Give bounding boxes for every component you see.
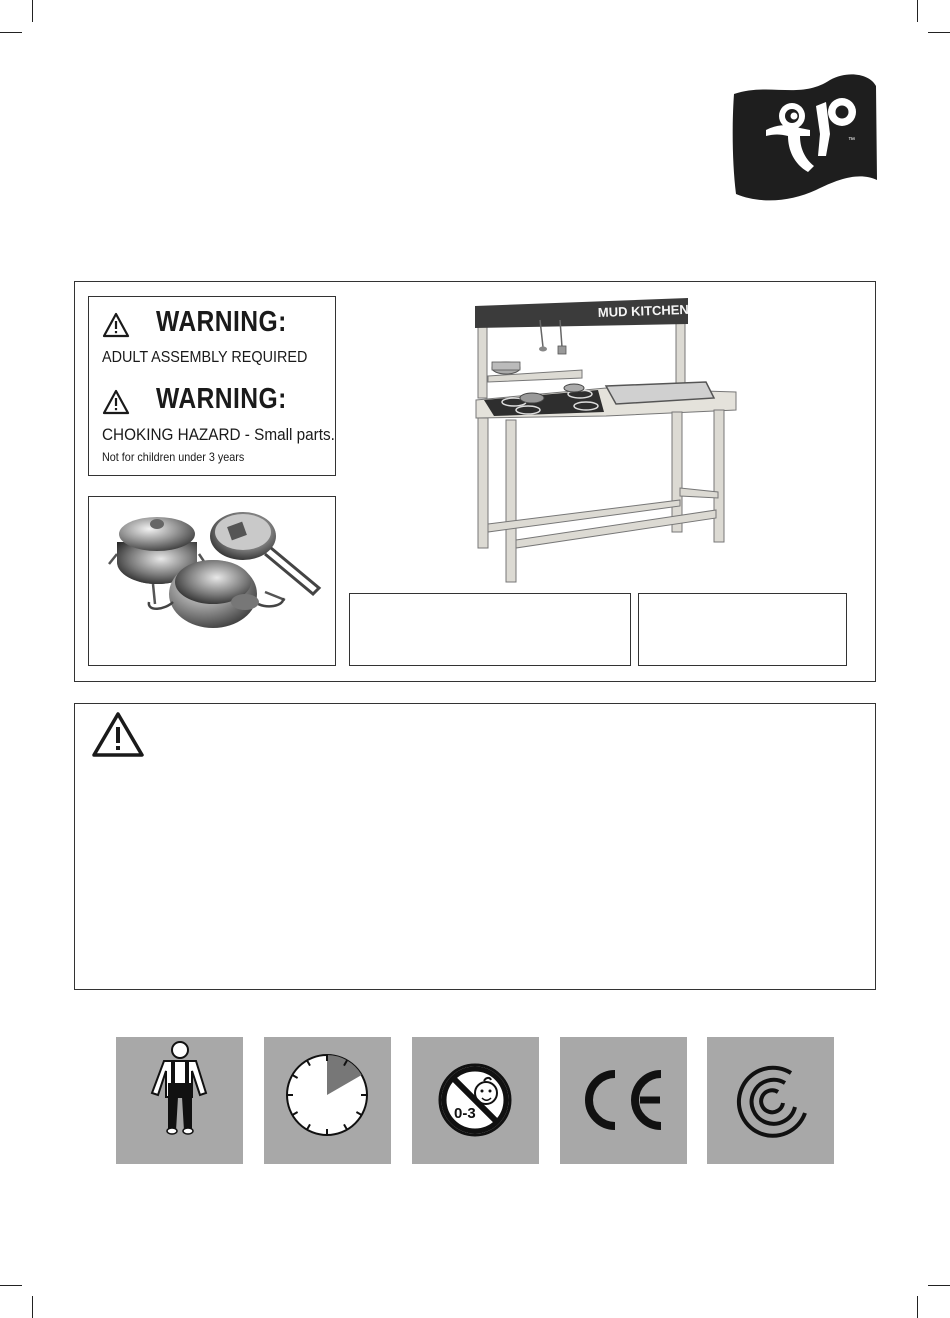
assembly-warning-text: ADULT ASSEMBLY REQUIRED — [102, 349, 308, 366]
mud-kitchen-image — [470, 292, 745, 584]
brand-logo — [730, 72, 880, 204]
not-for-0-3-icon — [412, 1037, 539, 1164]
warning-title: WARNING: — [156, 383, 287, 415]
choking-warning-text: CHOKING HAZARD - Small parts. — [102, 425, 335, 444]
recycle-icon — [707, 1037, 834, 1164]
safety-info-panel — [74, 703, 876, 990]
crop-mark — [0, 1285, 22, 1286]
age-label: 0-3 — [454, 1105, 476, 1122]
adult-assembly-icon — [116, 1037, 243, 1164]
ce-mark-icon — [560, 1037, 687, 1164]
assembly-time-icon — [264, 1037, 391, 1164]
crop-mark — [32, 0, 33, 22]
crop-mark — [928, 1285, 950, 1286]
label-box — [349, 593, 631, 666]
choking-warning-subtext: Not for children under 3 years — [102, 450, 245, 464]
crop-mark — [917, 0, 918, 22]
sign-text: MUD KITCHEN — [597, 301, 690, 320]
trademark-symbol: ™ — [848, 137, 855, 144]
warning-triangle-icon — [102, 389, 130, 420]
label-box — [638, 593, 847, 666]
cookware-image — [95, 502, 331, 658]
crop-mark — [928, 32, 950, 33]
crop-mark — [917, 1296, 918, 1318]
warning-triangle-icon — [91, 710, 145, 763]
warning-title: WARNING: — [156, 306, 287, 338]
warning-triangle-icon — [102, 312, 130, 343]
crop-mark — [32, 1296, 33, 1318]
crop-mark — [0, 32, 22, 33]
